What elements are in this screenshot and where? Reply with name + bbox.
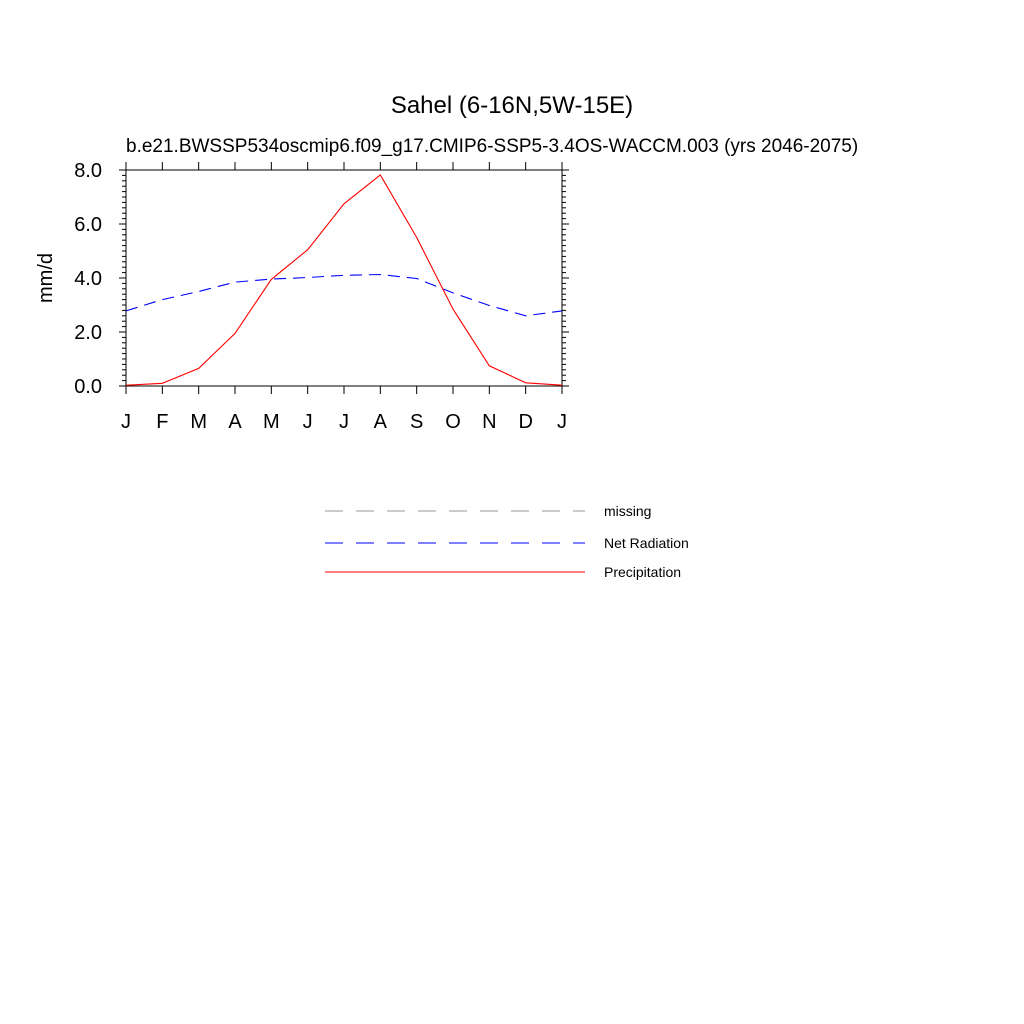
chart-title: Sahel (6-16N,5W-15E) [390, 92, 634, 119]
legend-label-missing: missing [604, 503, 652, 519]
x-tick-label: O [445, 411, 461, 433]
y-tick-label: 6.0 [74, 214, 102, 236]
legend [325, 503, 689, 580]
x-tick-label: S [409, 411, 424, 433]
legend-label-precipitation: Precipitation [604, 564, 682, 580]
series-line-precipitation [126, 175, 562, 385]
y-axis-label: mm/d [35, 253, 57, 303]
x-tick-label: A [373, 411, 388, 433]
chart-subtitle: b.e21.BWSSP534oscmip6.f09_g17.CMIP6-SSP5-3.4OS-WACCM.003 (yrs 2046-2075) [126, 136, 859, 157]
plot-area [74, 160, 569, 433]
x-tick-label: J [557, 411, 567, 433]
x-tick-label: D [518, 411, 533, 433]
series-line-net-radiation [126, 275, 562, 316]
x-tick-label: J [121, 411, 131, 433]
x-tick-label: J [339, 411, 349, 433]
legend-label-net-radiation: Net Radiation [604, 535, 689, 551]
y-tick-label: 0.0 [74, 376, 102, 398]
x-tick-label: N [482, 411, 497, 433]
y-tick-label: 4.0 [74, 268, 102, 290]
x-tick-label: J [302, 411, 313, 433]
y-tick-label: 8.0 [74, 160, 102, 182]
plot-frame [126, 170, 562, 386]
x-tick-label: M [262, 411, 280, 433]
x-tick-label: M [190, 411, 208, 433]
x-tick-label: A [228, 411, 242, 433]
x-tick-label: F [156, 411, 169, 433]
y-tick-label: 2.0 [74, 322, 102, 344]
